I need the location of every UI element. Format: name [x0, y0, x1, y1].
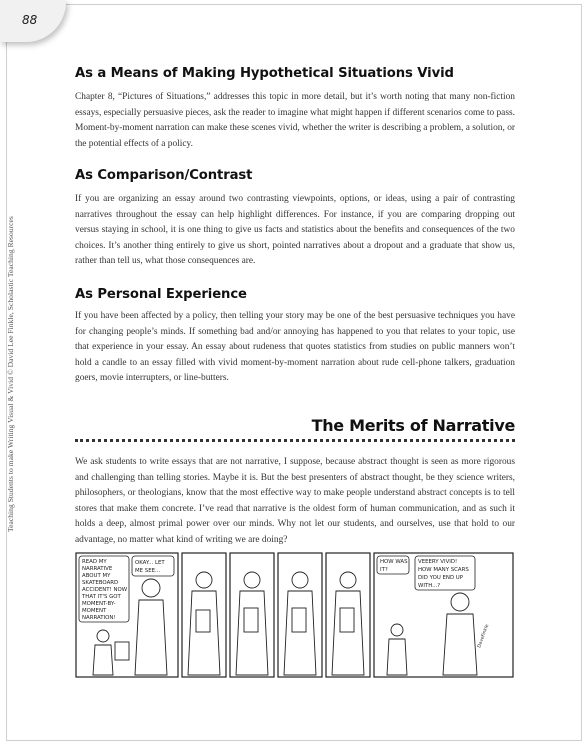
section-body-personal: If you have been affected by a policy, then telling your story may be one of the best persuasive techniques you have for changing people’s minds. If something bad and/or annoying has happened to you that relates to your topic, use that experience in your essay. An essay about rudeness that quotes statistics from studies on public manners won’t hold a candle to an essay filled with vivid moment-by-moment narration about rude cell-phone talkers, graduation goers, movie interrupters, or line-butters.	[75, 311, 515, 383]
comic-strip-svg	[75, 550, 515, 680]
panel1-line-6: THAT IT'S GOT	[82, 594, 121, 600]
panel1-line-5: ACCIDENT! NOW	[82, 587, 128, 593]
panel1-line-1: READ MY	[82, 559, 107, 565]
panel1-line-8: MOMENT	[82, 608, 107, 614]
merits-body: We ask students to write essays that are not narrative, I suppose, because abstract thought is seen as more rigorous and challenging than telling stories. Maybe it is. But the best presenters of abstract thought, be they science writers, philosophers, or theologians, know that the most effective way to make people understand abstract concepts is to tell stores that make them concrete. I’ve read that narrative is the oldest form of human communication, and as such it holds a deep, almost primal power over our minds. Why not let our students, and ourselves, use that hold to our advantage, no matter what kind of writing we are doing?	[75, 457, 515, 545]
panel1-speech-bubble	[79, 556, 129, 622]
panel6-question-line-1: HOW WAS	[380, 559, 408, 565]
panel1-reply-bubble	[132, 556, 174, 576]
dotted-divider	[75, 439, 515, 442]
panel6-reply-line-4: WITH...?	[418, 583, 441, 589]
section-heading-hypothetical: As a Means of Making Hypothetical Situations Vivid	[75, 66, 454, 81]
merits-title: The Merits of Narrative	[311, 416, 515, 435]
side-credit: Teaching Students to make Writing Visual & Vivid © David Lee Finkle, Scholastic Teaching Resources	[6, 216, 15, 532]
panel1-line-3: ABOUT MY	[82, 573, 111, 579]
panel6-reply-line-3: DID YOU END UP	[418, 575, 464, 581]
panel6-question-bubble	[377, 556, 409, 574]
section-body-hypothetical: Chapter 8, “Pictures of Situations,” addresses this topic in more detail, but it’s worth noting that many non-fiction essays, especially persuasive pieces, ask the reader to imagine what might happen if different scenarios come to pass. Moment-by-moment narration can make these scenes vivid, whether the writer is describing a problem, a solution, or the potential effects of a policy.	[75, 92, 515, 149]
panel1-reply-line-2: ME SEE...	[135, 568, 161, 574]
panel1-reply-line-1: OKAY... LET	[135, 560, 165, 566]
panel6-reply-line-2: HOW MANY SCARS	[418, 567, 469, 573]
section-body-comparison: If you are organizing an essay around two contrasting viewpoints, options, or ideas, using a pair of contrasting narratives throughout the essay can help highlight differences. For instance, if you are comparing dropping out versus staying in school, it is one thing to give us facts and statistics about the benefits and consequences of the two choices. It’s another thing entirely to give us short, pointed narratives about a dropout and a graduate that show us, rather than tell us, what those consequences are.	[75, 194, 515, 266]
section-heading-comparison: As Comparison/Contrast	[75, 168, 253, 183]
panel6-reply-bubble	[415, 556, 475, 590]
comic-strip	[75, 550, 515, 680]
panel1-line-2: NARRATIVE	[82, 566, 113, 572]
panel6-question-line-2: IT?	[380, 567, 388, 573]
panel6-reply-line-1: VEEERY VIVID!	[418, 559, 458, 565]
section-heading-personal: As Personal Experience	[75, 287, 247, 302]
panel1-line-4: SKATEBOARD	[82, 580, 119, 586]
panel1-line-7: MOMENT-BY-	[82, 601, 116, 607]
panel1-line-9: NARRATION!	[82, 615, 116, 621]
comic-signature: DaveFinkle	[477, 623, 491, 649]
page-number: 88	[22, 13, 38, 27]
